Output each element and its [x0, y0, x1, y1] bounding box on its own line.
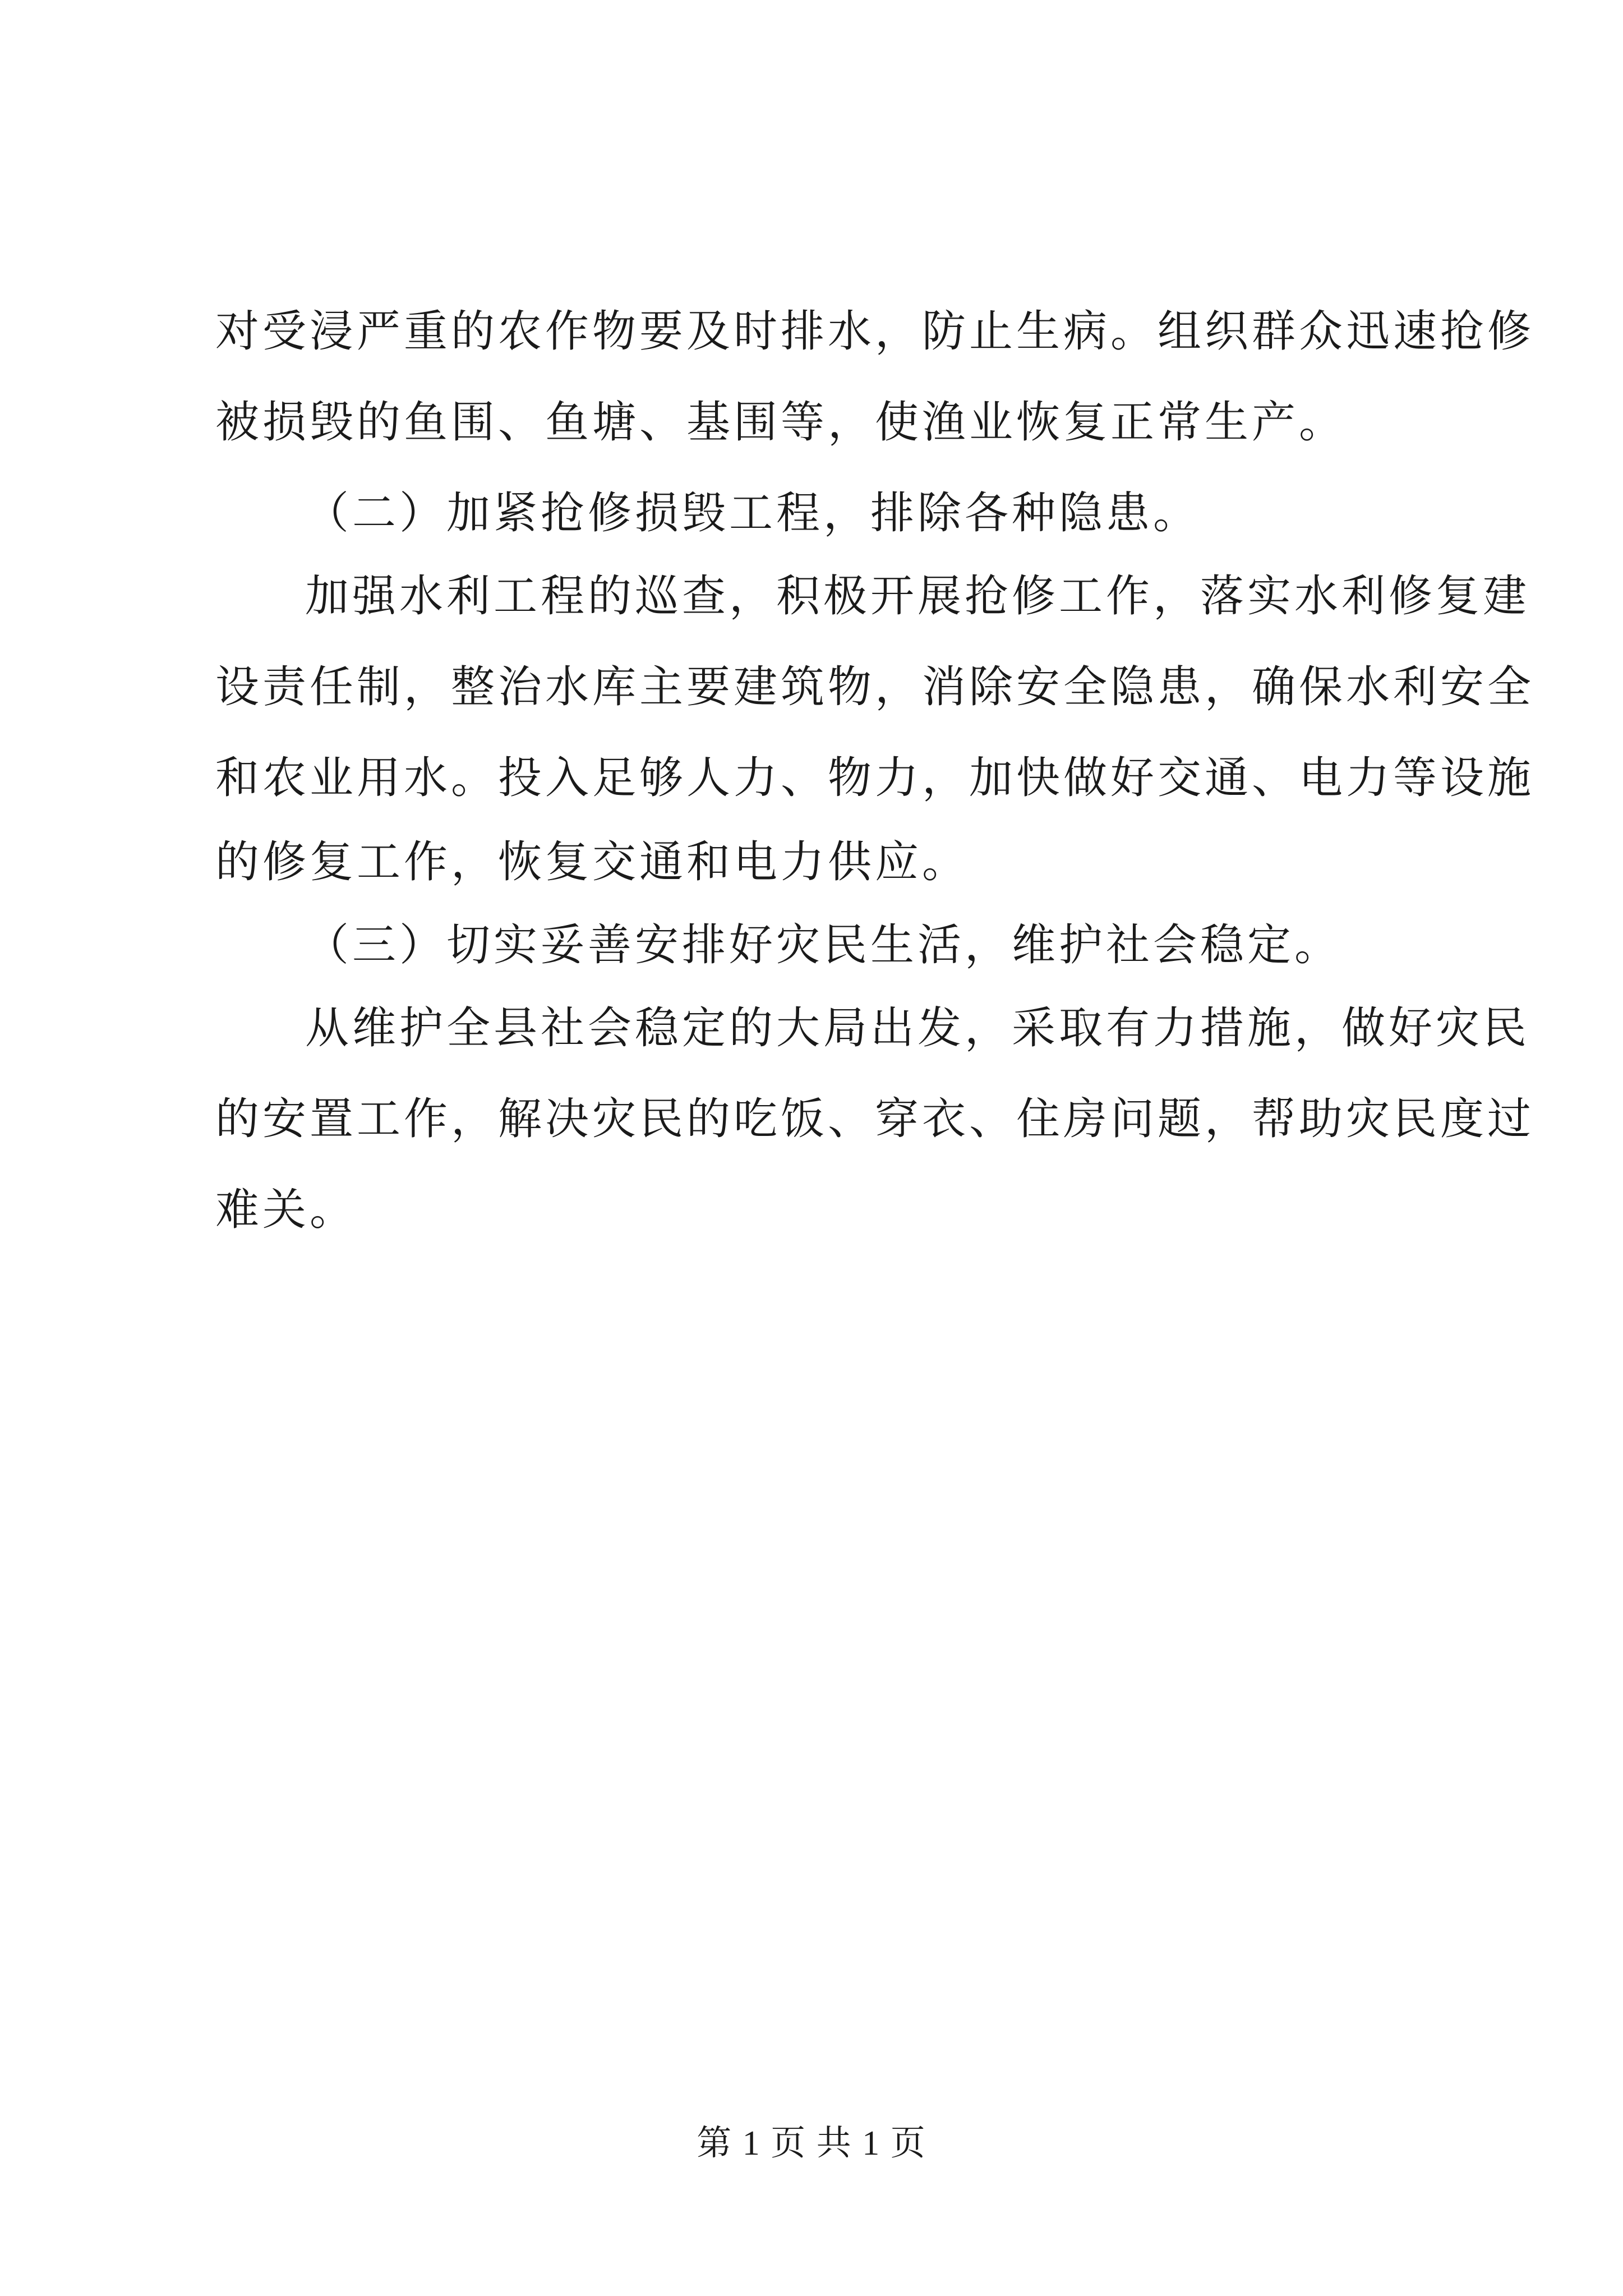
paragraph-line: 难关。 — [215, 1185, 357, 1235]
page-number-footer: 第 1 页 共 1 页 — [697, 2124, 926, 2162]
paragraph-line: 被损毁的鱼围、鱼塘、基围等，使渔业恢复正常生产。 — [215, 397, 1347, 448]
section-heading: （二）加紧抢修损毁工程，排除各种隐患。 — [305, 488, 1201, 539]
paragraph-line: 设责任制，整治水库主要建筑物，消除安全隐患，确保水利安全 — [215, 662, 1535, 712]
section-heading: （三）切实妥善安排好灾民生活，维护社会稳定。 — [305, 920, 1342, 970]
paragraph-line: 和农业用水。投入足够人力、物力，加快做好交通、电力等设施 — [215, 753, 1535, 803]
paragraph-line: 对受浸严重的农作物要及时排水，防止生病。组织群众迅速抢修 — [215, 306, 1535, 357]
paragraph-line: 的安置工作，解决灾民的吃饭、穿衣、住房问题，帮助灾民度过 — [215, 1094, 1535, 1144]
paragraph-line: 从维护全县社会稳定的大局出发，采取有力措施，做好灾民 — [305, 1003, 1530, 1053]
paragraph-line: 加强水利工程的巡查，积极开展抢修工作，落实水利修复建 — [305, 571, 1530, 622]
paragraph-line: 的修复工作，恢复交通和电力供应。 — [215, 837, 970, 887]
